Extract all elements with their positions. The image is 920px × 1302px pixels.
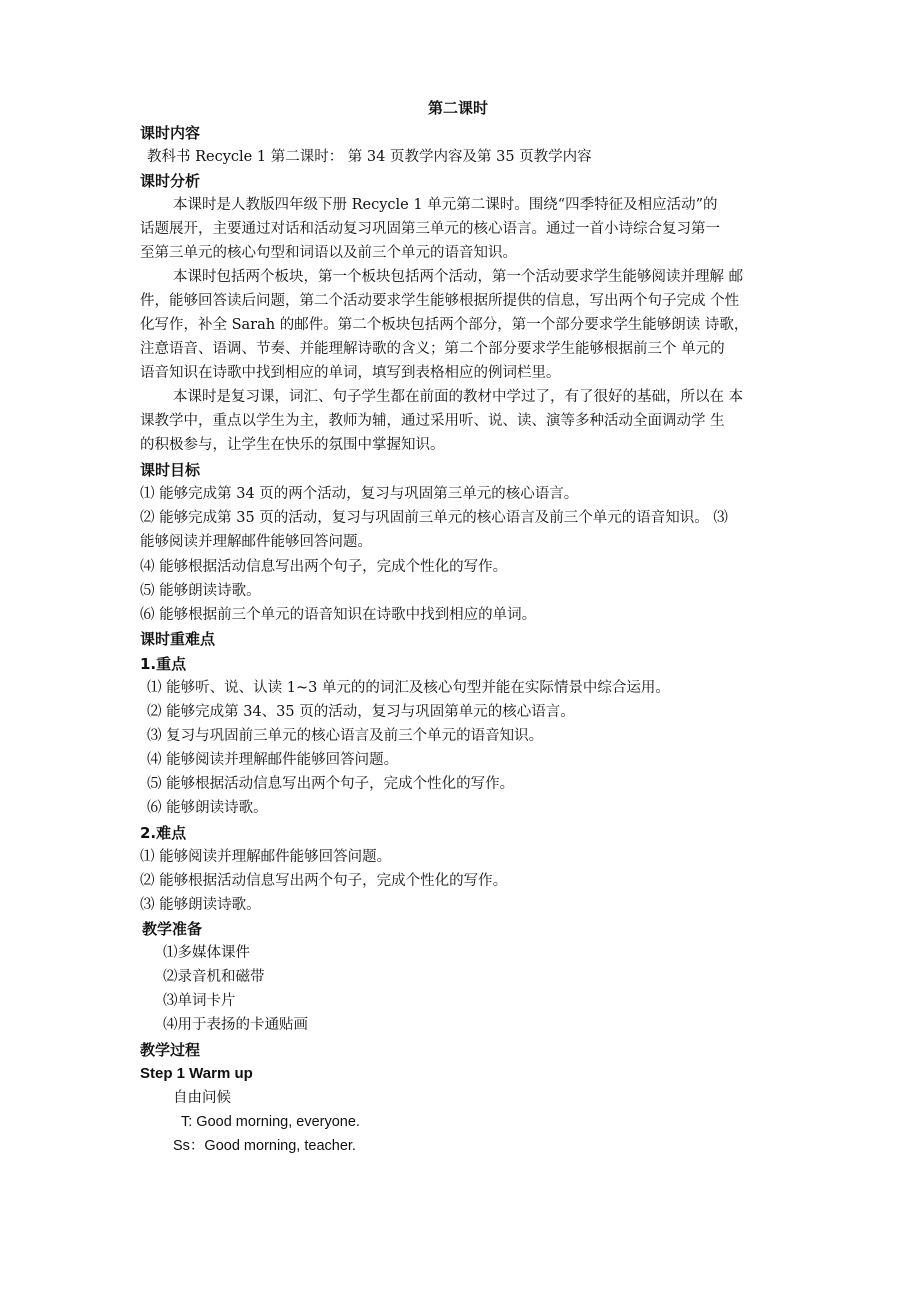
analysis-line: 语音知识在诗歌中找到相应的单词，填写到表格相应的例词栏里。 (140, 365, 561, 381)
analysis-heading: 课时分析 (140, 172, 201, 190)
step1-line: T: Good morning, everyone. (181, 1114, 360, 1130)
analysis-line: 话题展开，主要通过对话和活动复习巩固第三单元的核心语言。通过一首小诗综合复习第一 (140, 221, 720, 237)
goal-item: ⑹ 能够根据前三个单元的语音知识在诗歌中找到相应的单词。 (140, 607, 537, 623)
step1-line: 自由问候 (173, 1090, 231, 1106)
difficult-heading: 2.难点 (140, 824, 187, 842)
goal-item: 能够阅读并理解邮件能够回答问题。 (140, 534, 372, 550)
goals-heading: 课时目标 (140, 461, 201, 479)
analysis-line: 件，能够回答读后问题，第二个活动要求学生能够根据所提供的信息，写出两个句子完成 个性 (140, 293, 740, 309)
key-item: ⑷ 能够阅读并理解邮件能够回答问题。 (147, 752, 399, 768)
prep-item: ⑴多媒体课件 (163, 945, 250, 961)
content-heading: 课时内容 (140, 124, 201, 142)
key-item: ⑸ 能够根据活动信息写出两个句子，完成个性化的写作。 (147, 776, 515, 792)
analysis-line: 本课时包括两个板块，第一个板块包括两个活动，第一个活动要求学生能够阅读并理解 邮 (173, 269, 744, 285)
page-title: 第二课时 (428, 99, 489, 117)
goal-item: ⑸ 能够朗读诗歌。 (140, 583, 261, 599)
step1-heading: Step 1 Warm up (140, 1065, 253, 1082)
prep-item: ⑶单词卡片 (163, 993, 236, 1009)
difficult-item: ⑶ 能够朗读诗歌。 (140, 897, 261, 913)
difficult-item: ⑵ 能够根据活动信息写出两个句子，完成个性化的写作。 (140, 873, 508, 889)
analysis-line: 课教学中，重点以学生为主，教师为辅，通过采用听、说、读、演等多种活动全面调动学 生 (140, 413, 725, 429)
keypoints-heading: 课时重难点 (140, 630, 216, 648)
key-item: ⑵ 能够完成第 34、35 页的活动，复习与巩固第单元的核心语言。 (147, 704, 575, 720)
analysis-line: 化写作，补全 Sarah 的邮件。第二个板块包括两个部分，第一个部分要求学生能够朗读 诗歌， (140, 317, 749, 333)
goal-item: ⑷ 能够根据活动信息写出两个句子，完成个性化的写作。 (140, 559, 508, 575)
analysis-line: 至第三单元的核心句型和词语以及前三个单元的语音知识。 (140, 245, 517, 261)
analysis-line: 本课时是人教版四年级下册 Recycle 1 单元第二课时。围绕“四季特征及相应活动”的 (173, 197, 718, 213)
analysis-line: 的积极参与，让学生在快乐的氛围中掌握知识。 (140, 437, 445, 453)
key-heading: 1.重点 (140, 655, 187, 673)
step1-line: Ss：Good morning, teacher. (173, 1138, 356, 1154)
prep-heading: 教学准备 (142, 920, 203, 938)
goal-item: ⑴ 能够完成第 34 页的两个活动，复习与巩固第三单元的核心语言。 (140, 486, 579, 502)
prep-item: ⑷用于表扬的卡通贴画 (163, 1017, 308, 1033)
analysis-line: 本课时是复习课，词汇、句子学生都在前面的教材中学过了，有了很好的基础，所以在 本 (173, 389, 744, 405)
analysis-line: 注意语音、语调、节奏、并能理解诗歌的含义；第二个部分要求学生能够根据前三个 单元的 (140, 341, 725, 357)
process-heading: 教学过程 (140, 1041, 201, 1059)
key-item: ⑶ 复习与巩固前三单元的核心语言及前三个单元的语音知识。 (147, 728, 544, 744)
prep-item: ⑵录音机和磁带 (163, 969, 265, 985)
key-item: ⑹ 能够朗读诗歌。 (147, 800, 268, 816)
content-text: 教科书 Recycle 1 第二课时： 第 34 页教学内容及第 35 页教学内容 (147, 149, 592, 165)
goal-item: ⑵ 能够完成第 35 页的活动，复习与巩固前三单元的核心语言及前三个单元的语音知识。 ⑶ (140, 510, 728, 526)
key-item: ⑴ 能够听、说、认读 1~3 单元的的词汇及核心句型并能在实际情景中综合运用。 (147, 680, 670, 696)
difficult-item: ⑴ 能够阅读并理解邮件能够回答问题。 (140, 849, 392, 865)
